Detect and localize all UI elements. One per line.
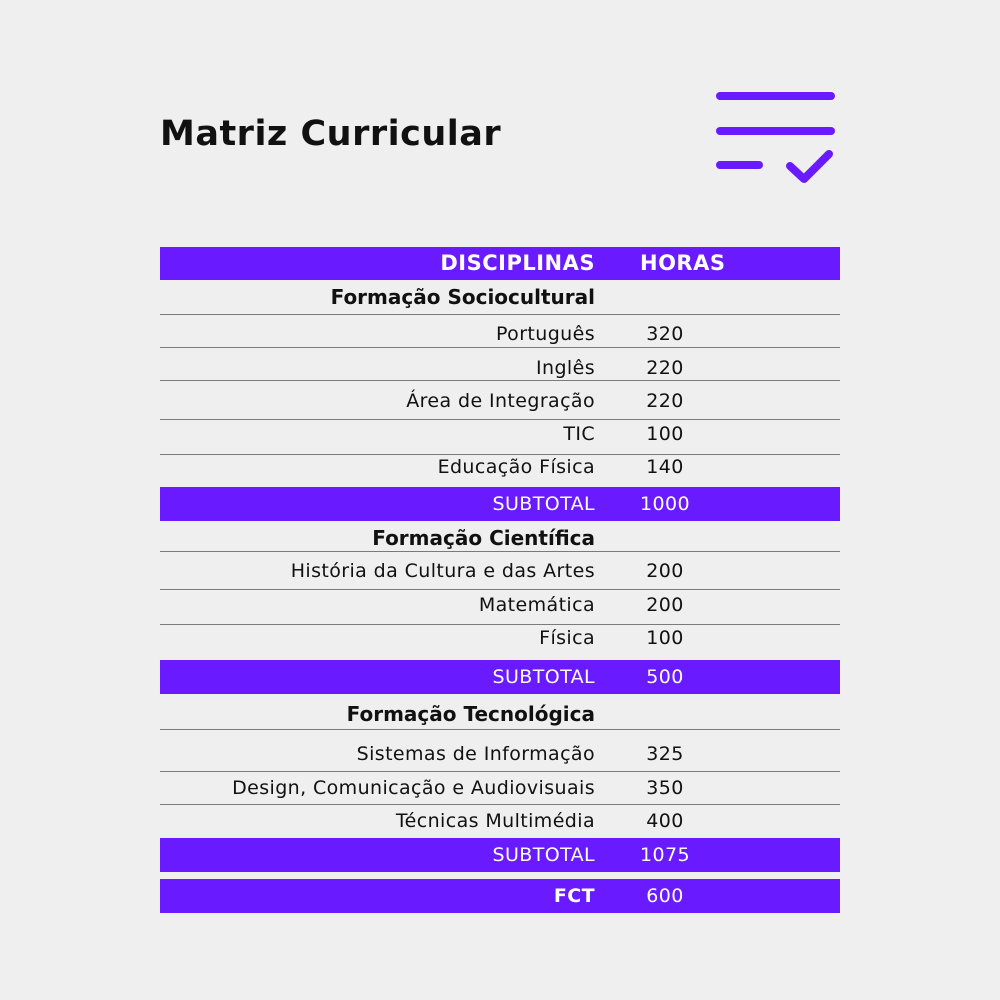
discipline-hours: 100	[646, 627, 684, 649]
divider	[160, 729, 840, 730]
divider	[160, 419, 840, 420]
page-title: Matriz Curricular	[160, 114, 502, 154]
discipline-name: Inglês	[536, 357, 595, 379]
subtotal-label: SUBTOTAL	[492, 493, 595, 515]
discipline-hours: 400	[646, 810, 684, 832]
discipline-name: Design, Comunicação e Audiovisuais	[232, 777, 595, 799]
divider	[160, 347, 840, 348]
discipline-hours: 200	[646, 594, 684, 616]
discipline-name: Técnicas Multimédia	[395, 810, 595, 832]
discipline-hours: 220	[646, 357, 684, 379]
discipline-hours: 200	[646, 560, 684, 582]
discipline-name: TIC	[563, 423, 595, 445]
discipline-name: Física	[539, 627, 595, 649]
fct-hours: 600	[646, 885, 684, 907]
subtotal-row	[160, 660, 840, 694]
discipline-name: Português	[496, 323, 595, 345]
divider	[160, 454, 840, 455]
discipline-hours: 140	[646, 456, 684, 478]
divider	[160, 380, 840, 381]
header-hours: HORAS	[640, 251, 726, 275]
discipline-hours: 320	[646, 323, 684, 345]
divider	[160, 804, 840, 805]
subtotal-hours: 1075	[640, 844, 690, 866]
divider	[160, 624, 840, 625]
divider	[160, 551, 840, 552]
fct-label: FCT	[553, 885, 595, 907]
subtotal-row	[160, 838, 840, 872]
header-disciplines: DISCIPLINAS	[440, 251, 595, 275]
discipline-hours: 220	[646, 390, 684, 412]
divider	[160, 589, 840, 590]
discipline-hours: 100	[646, 423, 684, 445]
divider	[160, 314, 840, 315]
list-check-icon	[712, 88, 840, 188]
table-header	[160, 247, 840, 280]
fct-row	[160, 879, 840, 913]
subtotal-row	[160, 487, 840, 521]
discipline-hours: 350	[646, 777, 684, 799]
section-title-cientifica: Formação Científica	[372, 526, 595, 550]
discipline-name: Sistemas de Informação	[356, 743, 595, 765]
discipline-name: História da Cultura e das Artes	[290, 560, 595, 582]
subtotal-label: SUBTOTAL	[492, 666, 595, 688]
subtotal-label: SUBTOTAL	[492, 844, 595, 866]
subtotal-hours: 1000	[640, 493, 690, 515]
section-title-sociocultural: Formação Sociocultural	[330, 285, 595, 309]
discipline-name: Área de Integração	[406, 390, 595, 412]
subtotal-hours: 500	[646, 666, 684, 688]
discipline-hours: 325	[646, 743, 684, 765]
discipline-name: Educação Física	[437, 456, 595, 478]
section-title-tecnologica: Formação Tecnológica	[346, 702, 595, 726]
discipline-name: Matemática	[478, 594, 595, 616]
divider	[160, 771, 840, 772]
